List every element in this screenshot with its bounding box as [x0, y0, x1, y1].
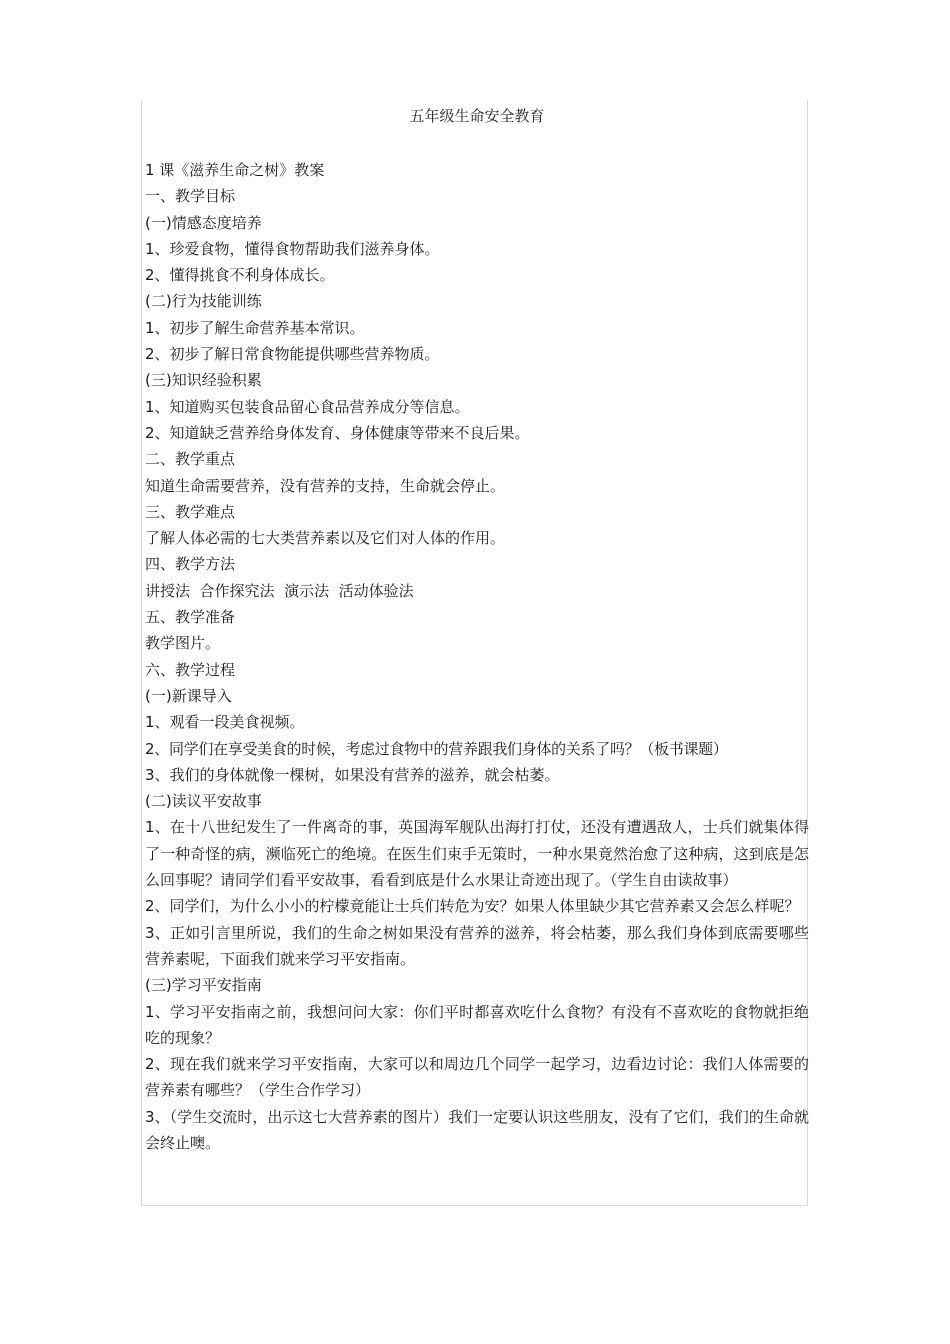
- paragraph: 2、现在我们就来学习平安指南，大家可以和周边几个同学一起学习，边看边讨论：我们人体需要的营养素有哪些？（学生合作学习）: [145, 1055, 809, 1100]
- text-line: 四、教学方法: [145, 555, 236, 574]
- text-line: 讲授法 合作探究法 演示法 活动体验法: [145, 581, 414, 600]
- text-line: 一、教学目标: [145, 187, 236, 206]
- text-line: 1、珍爱食物，懂得食物帮助我们滋养身体。: [145, 239, 440, 258]
- text-line: (三)知识经验积累: [145, 371, 262, 390]
- text-line: 五、教学准备: [145, 608, 236, 627]
- text-line: 1、知道购买包装食品留心食品营养成分等信息。: [145, 397, 470, 416]
- paragraph: 2、同学们，为什么小小的柠檬竟能让士兵们转危为安？如果人体里缺少其它营养素又会怎么样呢？: [145, 897, 800, 916]
- text-line: 教学图片。: [145, 634, 221, 653]
- text-line: 三、教学难点: [145, 502, 236, 521]
- text-line: (二)读议平安故事: [145, 792, 262, 811]
- text-line: 1、初步了解生命营养基本常识。: [145, 318, 365, 337]
- text-line: 2、同学们在享受美食的时候，考虑过食物中的营养跟我们身体的关系了吗？（板书课题）: [145, 739, 728, 758]
- text-line: 1、观看一段美食视频。: [145, 713, 305, 732]
- text-line: 了解人体必需的七大类营养素以及它们对人体的作用。: [145, 529, 506, 548]
- text-line: (二)行为技能训练: [145, 292, 262, 311]
- text-line: 六、教学过程: [145, 660, 236, 679]
- document-body: [145, 101, 809, 1156]
- paragraph: 3、正如引言里所说，我们的生命之树如果没有营养的滋养，将会枯萎，那么我们身体到底需要哪些营养素呢，下面我们就来学习平安指南。: [145, 923, 809, 968]
- text-line: (一)情感态度培养: [145, 213, 262, 232]
- text-line: 2、懂得挑食不利身体成长。: [145, 266, 335, 285]
- paragraph: 1、在十八世纪发生了一件离奇的事，英国海军舰队出海打打仗，还没有遭遇敌人，士兵们就集体得了一种奇怪的病，濒临死亡的绝境。在医生们束手无策时，一种水果竟然治愈了这种病，这到底是怎么回事呢？请同学们看平安故事，看看到底是什么水果让奇迹出现了。（学生自由读故事）: [145, 818, 809, 890]
- text-line: 2、初步了解日常食物能提供哪些营养物质。: [145, 345, 440, 364]
- text-line: 3、我们的身体就像一棵树，如果没有营养的滋养，就会枯萎。: [145, 765, 560, 784]
- document-title: 五年级生命安全教育: [409, 107, 545, 125]
- text-line: 2、知道缺乏营养给身体发育、身体健康等带来不良后果。: [145, 423, 530, 442]
- paragraph: 1、学习平安指南之前，我想问问大家：你们平时都喜欢吃什么食物？有没有不喜欢吃的食物就拒绝吃的现象？: [145, 1002, 809, 1047]
- paragraph: 3、（学生交流时，出示这七大营养素的图片）我们一定要认识这些朋友，没有了它们，我们的生命就会终止噢。: [145, 1107, 809, 1152]
- section-heading: (三)学习平安指南: [145, 976, 262, 995]
- lesson-title: 1 课《滋养生命之树》教案: [145, 161, 325, 179]
- text-line: 二、教学重点: [145, 450, 236, 469]
- text-line: 知道生命需要营养，没有营养的支持，生命就会停止。: [145, 476, 506, 495]
- text-line: (一)新课导入: [145, 686, 232, 705]
